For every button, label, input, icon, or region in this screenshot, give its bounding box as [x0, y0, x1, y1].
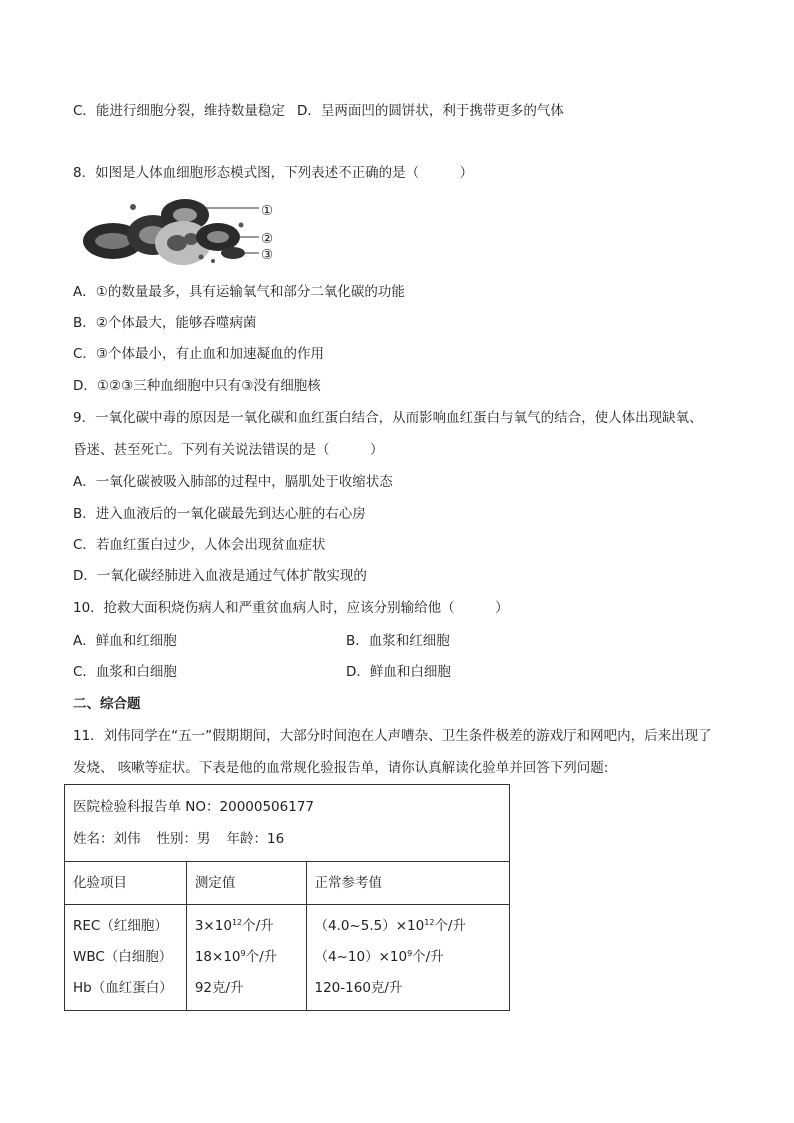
blood-cell-figure — [73, 193, 283, 271]
ref-wbc: $(4\sim 10)\times 10^9$个/升 — [314, 949, 444, 965]
q9-option-c: C．若血红蛋白过少，人体会出现贫血症状 — [73, 537, 326, 553]
patient-info — [65, 823, 509, 855]
figure-label-1: ① — [261, 203, 274, 219]
q9-stem-line1: 9．一氧化碳中毒的原因是一氧化碳和血红蛋白结合，从而影响血红蛋白与氧气的结合，使人体出现缺氧、 — [73, 410, 703, 426]
report-header-row — [65, 785, 510, 862]
item-wbc: WBC（白细胞） — [73, 949, 173, 965]
q7-option-d: D．呈两面凹的圆饼状，利于携带更多的气体 — [296, 103, 564, 119]
q9-option-d: D．一氧化碳经肺进入血液是通过气体扩散实现的 — [73, 568, 367, 584]
value-hb: 92克/升 — [194, 980, 244, 996]
figure-label-3: ③ — [261, 247, 274, 263]
platelet — [239, 223, 244, 228]
ref-rbc: $(4.0\sim 5.5)\times 10^{12}$个/升 — [314, 918, 466, 934]
platelet — [211, 259, 215, 263]
column-header-value: 测定值 — [194, 875, 236, 891]
q9-stem-line2: 昏迷、甚至死亡。下列有关说法错误的是（ ） — [73, 442, 384, 458]
patient-age: 年龄：16 — [226, 831, 285, 847]
q8-option-d: D．①②③三种血细胞中只有③没有细胞核 — [73, 378, 321, 394]
report-data-row — [65, 905, 510, 1011]
item-hb: Hb（血红蛋白） — [73, 980, 173, 996]
q7-option-c: C．能进行细胞分裂，维持数量稳定 — [73, 103, 285, 119]
value-rbc: $3\times 10^{12}$个/升 — [194, 918, 274, 934]
q10-option-d: D．鲜血和白细胞 — [346, 664, 451, 680]
q10-option-b: B．血浆和红细胞 — [346, 633, 450, 649]
q8-stem: 8．如图是人体血细胞形态模式图，下列表述不正确的是（ ） — [73, 165, 474, 181]
q11-stem-line2: 发烧、 咳嗽等症状。下表是他的血常规化验报告单，请你认真解读化验单并回答下列问题: — [73, 760, 609, 776]
q8-option-b: B．②个体最大，能够吞噬病菌 — [73, 315, 257, 331]
q8-option-c: C．③个体最小，有止血和加速凝血的作用 — [73, 346, 325, 362]
q10-option-a: A．鲜血和红细胞 — [73, 633, 177, 649]
q8-option-a: A．①的数量最多，具有运输氧气和部分二氧化碳的功能 — [73, 284, 405, 300]
platelet — [199, 255, 204, 260]
q10-stem: 10．抢救大面积烧伤病人和严重贫血病人时，应该分别输给他（ ） — [73, 600, 509, 616]
platelet — [130, 204, 136, 210]
q10-option-c: C．血浆和白细胞 — [73, 664, 177, 680]
q7-options-line — [73, 102, 564, 120]
report-number: 医院检验科报告单 NO：20000506177 — [73, 799, 314, 815]
q9-option-b: B．进入血液后的一氧化碳最先到达心脏的右心房 — [73, 506, 366, 522]
column-header-item: 化验项目 — [73, 875, 127, 891]
lab-report-table — [64, 784, 510, 1011]
report-column-header-row — [65, 862, 510, 905]
value-wbc: $18\times 10^9$个/升 — [194, 949, 278, 965]
q11-stem-line1: 11．刘伟同学在“五一”假期期间，大部分时间泡在人声嘈杂、卫生条件极差的游戏厅和网吧内，后来出现了 — [73, 728, 712, 744]
section-title: 二、综合题 — [73, 696, 141, 712]
figure-label-2: ② — [261, 231, 274, 247]
q9-option-a: A．一氧化碳被吸入肺部的过程中，膈肌处于收缩状态 — [73, 474, 393, 490]
patient-name: 姓名：刘伟 — [73, 831, 141, 847]
ref-hb: 120-160克/升 — [314, 980, 403, 996]
item-rbc: REC（红细胞） — [73, 918, 168, 934]
column-header-reference: 正常参考值 — [314, 875, 382, 891]
patient-sex: 性别：男 — [156, 831, 211, 847]
